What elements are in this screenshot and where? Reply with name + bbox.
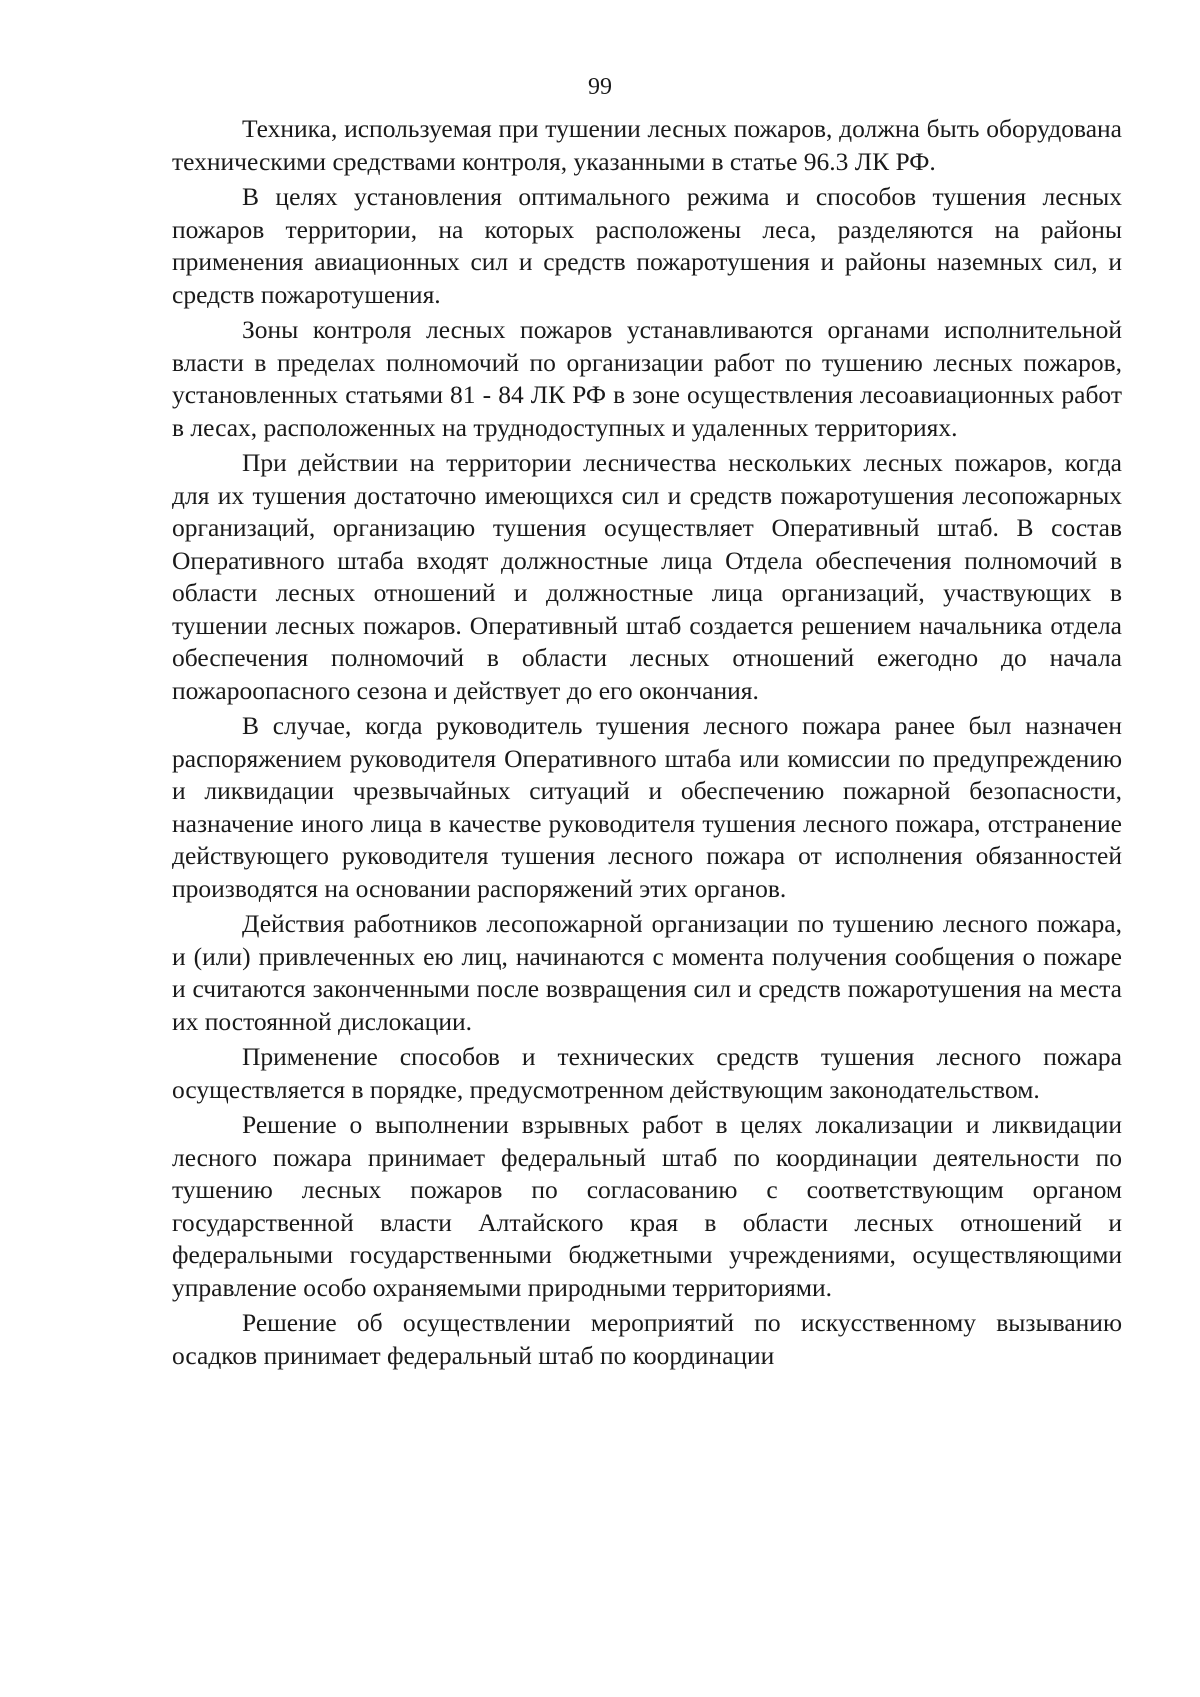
paragraph-workers-actions: Действия работников лесопожарной организации по тушению лесного пожара, и (или) привлеченных ею лиц, начинаются с момента получения сообщения о пожаре и считаются законченными после возвращения сил и средств пожаротушения на места их постоянной дислокации. [172, 909, 1122, 1036]
body-text [172, 113, 1122, 1375]
paragraph-fire-manager: В случае, когда руководитель тушения лесного пожара ранее был назначен распоряжением руководителя Оперативного штаба или комиссии по предупреждению и ликвидации чрезвычайных ситуаций и обеспечению пожарной безопасности, назначение иного лица в качестве руководителя тушения лесного пожара, отстранение действующего руководителя тушения лесного пожара от исполнения обязанностей производятся на основании распоряжений этих органов. [172, 711, 1122, 903]
paragraph-operational-staff: При действии на территории лесничества нескольких лесных пожаров, когда для их тушения достаточно имеющихся сил и средств пожаротушения лесопожарных организаций, организацию тушения осуществляет Оперативный штаб. В состав Оперативного штаба входят должностные лица Отдела обеспечения полномочий в области лесных отношений и должностные лица организаций, участвующих в тушении лесных пожаров. Оперативный штаб создается решением начальника отдела обеспечения полномочий в области лесных отношений ежегодно до начала пожароопасного сезона и действует до его окончания. [172, 448, 1122, 705]
paragraph-control-zones: Зоны контроля лесных пожаров устанавливаются органами исполнительной власти в пределах полномочий по организации работ по тушению лесных пожаров, установленных статьями 81 - 84 ЛК РФ в зоне осуществления лесоавиационных работ в лесах, расположенных на труднодоступных и удаленных территориях. [172, 315, 1122, 442]
paragraph-artificial-precipitation: Решение об осуществлении мероприятий по искусственному вызыванию осадков принимает федеральный штаб по координации [172, 1308, 1122, 1370]
paragraph-firefighting-zones: В целях установления оптимального режима и способов тушения лесных пожаров территории, на которых расположены леса, разделяются на районы применения авиационных сил и средств пожаротушения и районы наземных сил, и средств пожаротушения. [172, 182, 1122, 309]
paragraph-equipment: Техника, используемая при тушении лесных пожаров, должна быть оборудована техническими средствами контроля, указанными в статье 96.3 ЛК РФ. [172, 114, 1122, 176]
paragraph-methods: Применение способов и технических средств тушения лесного пожара осуществляется в порядке, предусмотренном действующим законодательством. [172, 1042, 1122, 1104]
paragraph-blasting-works: Решение о выполнении взрывных работ в целях локализации и ликвидации лесного пожара принимает федеральный штаб по координации деятельности по тушению лесных пожаров по согласованию с соответствующим органом государственной власти Алтайского края в области лесных отношений и федеральными государственными бюджетными учреждениями, осуществляющими управление особо охраняемыми природными территориями. [172, 1110, 1122, 1302]
page-number: 99 [588, 74, 612, 100]
